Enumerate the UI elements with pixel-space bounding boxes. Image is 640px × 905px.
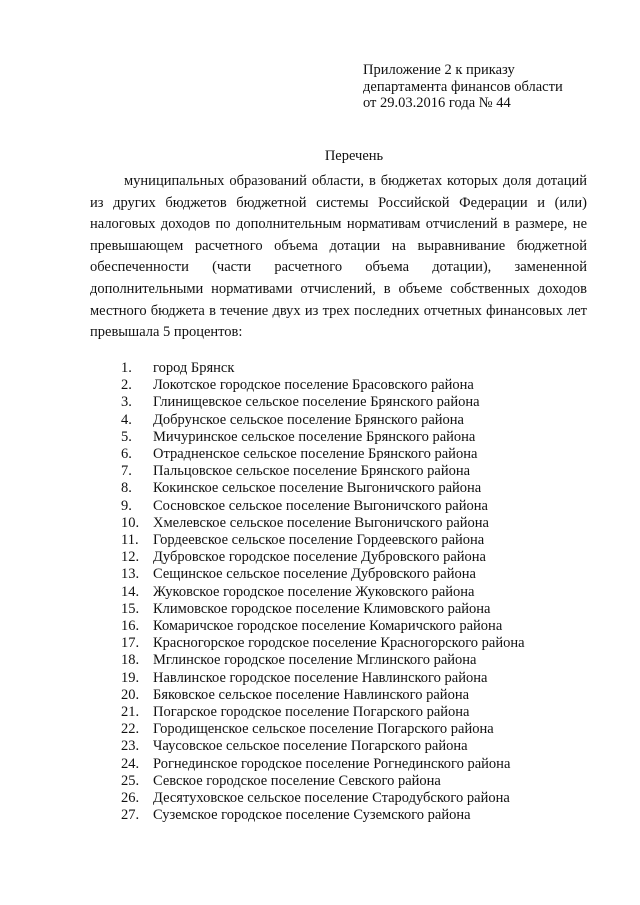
list-item-name: Сосновское сельское поселение Выгоничского района: [153, 497, 488, 514]
list-item-number: 13.: [121, 566, 140, 583]
list-item-name: Чаусовское сельское поселение Погарского района: [153, 738, 468, 755]
document-title: Перечень: [324, 148, 384, 164]
list-item-number: 18.: [121, 652, 140, 669]
list-item-name: Кокинское сельское поселение Выгоничского района: [153, 480, 482, 497]
list-item-number: 27.: [121, 807, 140, 824]
list-item-number: 10.: [121, 514, 140, 531]
list-item: [121, 480, 525, 497]
appendix-line-2: департамента финансов области: [363, 78, 563, 95]
document-body-paragraph: муниципальных образований области, в бюджетах которых доля дотаций из других бюджетов бюджетной системы Российской Федерации и (или) налоговых доходов по дополнительным нормативам отчислений в размере, не превышающем расчетного объема дотации на выравнивание бюджетной обеспеченности (части расчетного объема дотации), замененной дополнительными нормативами отчислений, в объеме собственных доходов местного бюджета в течение двух из трех последних отчетных финансовых лет превышала 5 процентов:: [90, 173, 587, 341]
list-item-number: 17.: [121, 635, 140, 652]
list-item: [121, 429, 525, 446]
list-item-name: Рогнединское городское поселение Рогнединского района: [153, 755, 511, 772]
list-item: [121, 515, 525, 532]
list-item-number: 12.: [121, 549, 140, 566]
list-item-name: Городищенское сельское поселение Погарского района: [153, 721, 494, 738]
list-item-number: 1.: [121, 360, 132, 376]
list-item-number: 6.: [121, 446, 132, 463]
list-item-name: Отрадненское сельское поселение Брянского района: [153, 446, 478, 463]
list-item-number: 22.: [121, 721, 140, 738]
list-item-number: 8.: [121, 480, 132, 497]
list-item: [121, 756, 525, 773]
list-item-name: Глинищевское сельское поселение Брянского района: [153, 394, 480, 411]
list-item-name: Севское городское поселение Севского района: [153, 772, 441, 789]
list-item-name: Климовское городское поселение Климовского района: [153, 600, 491, 617]
list-item-number: 4.: [121, 411, 132, 428]
list-item-name: Погарское городское поселение Погарского района: [153, 704, 470, 721]
list-item-name: Локотское городское поселение Брасовского района: [153, 377, 474, 394]
list-item: [121, 360, 525, 377]
list-item-number: 19.: [121, 669, 140, 686]
appendix-line-3: от 29.03.2016 года № 44: [363, 95, 511, 111]
list-item: [121, 412, 525, 429]
list-item-number: 3.: [121, 394, 132, 411]
list-item: [121, 670, 525, 687]
list-item: [121, 807, 525, 824]
list-item-number: 23.: [121, 738, 140, 755]
list-item: [121, 446, 525, 463]
list-item-name: Гордеевское сельское поселение Гордеевского района: [153, 532, 485, 549]
list-item-number: 9.: [121, 497, 132, 514]
list-item-name: Пальцовское сельское поселение Брянского района: [153, 463, 471, 480]
list-item-number: 24.: [121, 755, 140, 772]
list-item: [121, 773, 525, 790]
list-item: [121, 721, 525, 738]
list-item: [121, 687, 525, 704]
list-item-name: Навлинское городское поселение Навлинского района: [153, 669, 488, 686]
list-item-name: Мичуринское сельское поселение Брянского района: [153, 428, 476, 445]
appendix-header: [363, 62, 563, 112]
list-item: [121, 652, 525, 669]
list-item: [121, 377, 525, 394]
list-item-name: Десятуховское сельское поселение Стародубского района: [153, 790, 510, 807]
list-item-number: 5.: [121, 428, 132, 445]
appendix-line-1: Приложение 2 к приказу: [363, 62, 515, 78]
list-item-number: 14.: [121, 583, 140, 600]
list-item: [121, 790, 525, 807]
list-item: [121, 532, 525, 549]
list-item: [121, 618, 525, 635]
list-item: [121, 738, 525, 755]
list-item-number: 21.: [121, 704, 140, 721]
list-item: [121, 549, 525, 566]
list-item-number: 2.: [121, 377, 132, 394]
list-item: [121, 704, 525, 721]
list-item-name: Жуковское городское поселение Жуковского района: [153, 583, 475, 600]
list-item-name: город Брянск: [153, 360, 235, 376]
list-item-name: Хмелевское сельское поселение Выгоничского района: [153, 514, 489, 531]
list-item-number: 25.: [121, 772, 140, 789]
list-item-number: 20.: [121, 686, 140, 703]
list-item: [121, 635, 525, 652]
list-item-name: Мглинское городское поселение Мглинского района: [153, 652, 477, 669]
list-item: [121, 566, 525, 583]
list-item: [121, 463, 525, 480]
list-item-name: Бяковское сельское поселение Навлинского района: [153, 686, 470, 703]
municipality-list: [121, 360, 525, 824]
list-item-number: 26.: [121, 790, 140, 807]
list-item-name: Добрунское сельское поселение Брянского района: [153, 411, 464, 428]
list-item-name: Комаричское городское поселение Комаричского района: [153, 618, 503, 635]
list-item: [121, 394, 525, 411]
list-item-name: Дубровское городское поселение Дубровского района: [153, 549, 486, 566]
list-item-name: Красногорское городское поселение Красногорского района: [153, 635, 525, 652]
list-item-name: Сещинское сельское поселение Дубровского района: [153, 566, 476, 583]
list-item: [121, 584, 525, 601]
list-item-number: 16.: [121, 618, 140, 635]
list-item-number: 15.: [121, 600, 140, 617]
list-item-number: 7.: [121, 463, 132, 480]
list-item: [121, 498, 525, 515]
list-item: [121, 601, 525, 618]
list-item-number: 11.: [121, 532, 139, 549]
list-item-name: Суземское городское поселение Суземского района: [153, 807, 471, 824]
